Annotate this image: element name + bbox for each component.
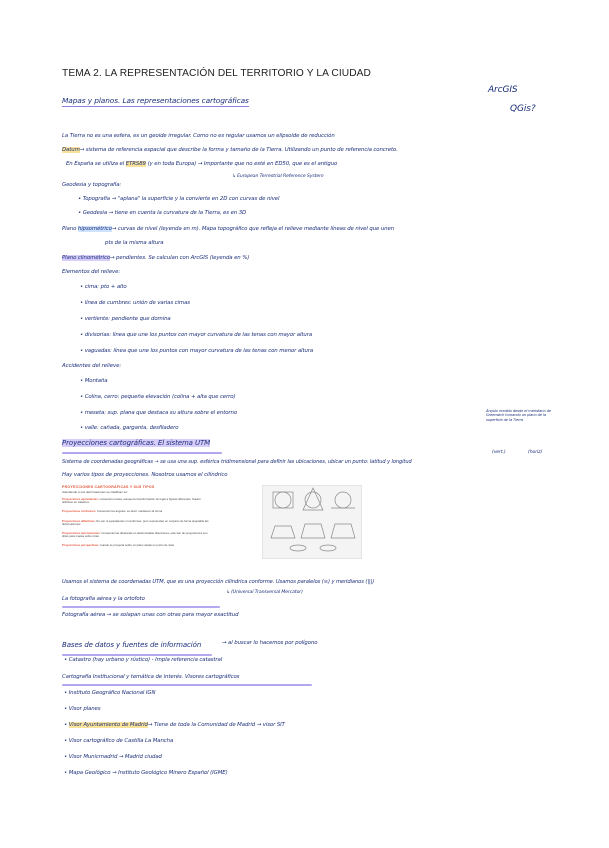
note-line: ↳ European Terrestrial Reference System (232, 174, 324, 179)
section-heading-bases: Bases de datos y fuentes de información (62, 641, 202, 649)
note-line: • Montaña (80, 378, 108, 384)
side-note-horiz: (horiz) (528, 450, 543, 455)
note-line: pts de la misma altura (105, 240, 164, 246)
note-line: • vaguadas: línea que une los puntos con mayor curvatura de las tenas con menor altura (80, 348, 314, 354)
note-line: • Visor Ayuntamiento de Madrid→ Tiene de toda la Comunidad de Madrid → visor SIT (64, 722, 285, 728)
note-line: • divisorias: línea que une los puntos con mayor curvatura de las tenas con mayor altura (80, 332, 313, 338)
section-heading-proyecciones: Proyecciones cartográficas. El sistema UTM (62, 439, 211, 447)
figure-title: PROYECCIONES CARTOGRÁFICAS Y SUS TIPOS (62, 485, 155, 489)
side-note-qgis: QGis? (510, 104, 536, 114)
note-line: ↳ (Universal Transversal Mercator) (226, 590, 303, 595)
note-line: • Visor cartográfico de Castilla La Mancha (64, 738, 174, 744)
side-note-caption: Ángulo medido desde el meridiano de Greenwich tomando un plano de la superficie de la Tierra (486, 409, 551, 422)
note-line: Datum→ sistema de referencia espacial que describe la forma y tamaño de la Tierra. Utilizando un punto de referencia concreto. (62, 147, 398, 153)
projections-figure (62, 485, 362, 560)
note-line: En España se utiliza el ETRS89 (y en toda Europa) → Importante que no esté en ED50, que es el antiguo (66, 161, 338, 167)
note-line: • Topografía → "aplana" la superficie y la convierte en 2D con curvas de nivel (78, 196, 280, 202)
note-line: • Catastro (hay urbano y rústico) - Impla referencia catastral (64, 657, 223, 663)
note-line: Accidentes del relieve: (62, 363, 122, 369)
note-line: • Visor planes (64, 706, 101, 712)
note-line: Fotografía aérea → se solapan unas con otras para mayor exactitud (62, 612, 239, 618)
heading-underline (62, 684, 312, 686)
note-line: Sistema de coordenadas geográficas → se usa una sup. esférica tridimensional para definir las ubicaciones, ubicar un punto: latitud y longitud (62, 459, 412, 465)
note-line: • Colina, cerro: pequeña elevación (colina + alta que cerro) (80, 394, 236, 400)
heading-underline (62, 606, 220, 608)
note-line: • Instituto Geográfico Nacional IGN (64, 690, 156, 696)
note-line: Plano hipsométrico→ curvas de nivel (leyenda en m). Mapa topográfico que refleja el relieve mediante líneas de nivel que unen (62, 226, 395, 232)
figure-row: Proyecciones automecoicas: Conservan las distancias en determinadas direcciones; este tipo de proyecciones son útiles para mapas sobre rutas (62, 531, 208, 539)
projections-illustration-svg (263, 486, 361, 558)
note-line: Hay varios tipos de proyecciones. Nosotros usamos el cilíndrico (62, 472, 228, 478)
figure-row: Proyecciones equivalentes: conservan el área, aunque la transformación de lugar a figuras diferentes. Suelen utilizarse en catastros (62, 497, 201, 505)
note-line: → al buscar lo hacemos por polígono (222, 640, 318, 646)
note-line: La fotografía aérea y la ortofoto (62, 596, 145, 602)
note-line: • Visor Municmadrid → Madrid ciudad (64, 754, 162, 760)
figure-row: Proyecciones perspectivas: cuando se proyecta sobre un plano desde un punto de vista (62, 543, 174, 547)
note-line: • Geodesia → tiene en cuenta la curvatura de la Tierra, es en 3D (78, 210, 247, 216)
note-line: • línea de cumbres: unión de varias cimas (80, 300, 190, 306)
side-note-vert: (vert.) (492, 450, 506, 455)
note-line: Usamos el sistema de coordenadas UTM, que es una proyección cilíndrica conforme. Usamos paralelos (≡) y meridianos (|||) (62, 579, 375, 585)
figure-row: Proyecciones conformes: Conservan los ángulos, es decir, mantienen la forma (62, 509, 163, 513)
note-line: Plano clinométrico→ pendientes. Se calculan con ArcGIS (leyenda en %) (62, 255, 250, 261)
note-line: • vertiente: pendiente que domina (80, 316, 171, 322)
note-line: Cartografía Institucional y temática de interés. Visores cartográficos (62, 674, 240, 680)
note-line: Elementos del relieve: (62, 269, 121, 275)
note-line: • Mapa Geológico → Instituto Geológico Minero Español (IGME) (64, 770, 228, 776)
note-line: • valle: cañada, garganta, desfiladero (80, 425, 179, 431)
note-line: La Tierra no es una esfera, es un geoide irregular. Como no es regular usamos un elipsoide de reducción (62, 133, 335, 139)
heading-underline (62, 654, 212, 656)
projections-illustration (262, 485, 362, 559)
note-line: • cima: pto + alto (80, 284, 127, 290)
side-note-arcgis: ArcGIS (488, 85, 518, 95)
heading-underline (62, 452, 222, 454)
page-title: TEMA 2. LA REPRESENTACIÓN DEL TERRITORIO Y LA CIUDAD (62, 68, 372, 79)
figure-row: Proyecciones afilácticas: No son ni equivalentes ni conformes, pero representan en conjunto de forma aceptable las deformaciones (62, 519, 209, 527)
note-line: Geodesia y topografía: (62, 182, 122, 188)
note-line: • meseta: sup. plana que destaca su altura sobre el entorno (80, 410, 238, 416)
section-heading-mapas: Mapas y planos. Las representaciones cartográficas (62, 96, 249, 105)
figure-subtitle: Atendiendo a sus deformaciones se clasifican en: (62, 490, 128, 494)
